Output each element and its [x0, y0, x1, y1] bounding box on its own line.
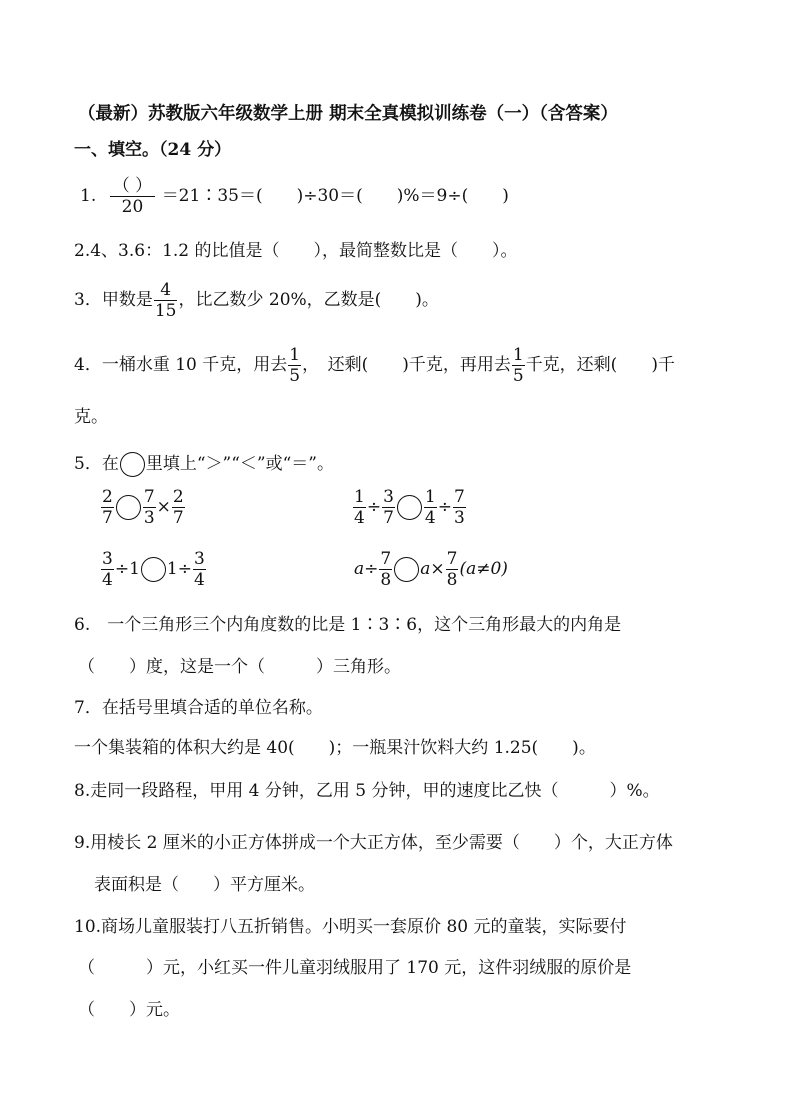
circle-icon[interactable]: [141, 557, 166, 582]
fraction-numerator: 1: [289, 345, 301, 365]
expression-part: 1÷: [166, 559, 192, 579]
fraction-numerator: 2: [102, 487, 113, 507]
fraction-denominator: 4: [193, 570, 205, 590]
fraction-numerator: 7: [453, 487, 465, 507]
fraction-numerator: 4: [160, 280, 172, 300]
fraction-denominator: 3: [143, 508, 155, 528]
circle-icon[interactable]: [397, 495, 422, 520]
question-7-line-1: 7．在括号里填合适的单位名称。: [74, 698, 323, 718]
q5-text-after: 里填上“＞”“＜”或“＝”。: [145, 454, 334, 474]
circle-icon[interactable]: [394, 557, 419, 582]
q5-comparison-a: [100, 487, 186, 528]
question-9-line-2: 表面积是（ ）平方厘米。: [94, 875, 315, 895]
question-7-line-2: 一个集装箱的体积大约是 40( )；一瓶果汁饮料大约 1.25( )。: [74, 738, 596, 758]
fraction: [453, 487, 466, 528]
question-3: [74, 280, 439, 321]
fraction-denominator: 7: [172, 508, 184, 528]
expression-part: (a≠0): [459, 559, 508, 579]
fraction-denominator: 7: [383, 508, 394, 528]
fraction-numerator: （ ）: [112, 176, 153, 196]
expression-part: a÷: [354, 559, 379, 579]
q1-fraction: [110, 176, 156, 217]
q3-fraction: [154, 280, 178, 321]
q4-text-3: 千克，还剩( )千: [525, 355, 675, 375]
fraction-numerator: 7: [143, 487, 155, 507]
fraction-denominator: 8: [380, 570, 392, 590]
fraction-numerator: 2: [172, 487, 184, 507]
page-title: （最新）苏教版六年级数学上册 期末全真模拟训练卷（一）（含答案）: [78, 104, 618, 124]
q3-text-before: 3．甲数是: [74, 290, 153, 310]
question-2: 2.4、3.6：1.2 的比值是（ ），最简整数比是（ ）。: [74, 241, 518, 261]
q4-text-2: ， 还剩( )千克，再用去: [302, 355, 511, 375]
fraction-denominator: 20: [110, 196, 156, 217]
q1-text: ＝21∶35＝( )÷30＝( )%＝9÷( ): [161, 186, 509, 206]
fraction: [101, 487, 114, 528]
fraction-numerator: 1: [354, 487, 365, 507]
fraction-numerator: 1: [512, 345, 524, 365]
fraction-numerator: 3: [193, 549, 205, 569]
question-6-line-1: 6. 一个三角形三个内角度数的比是 1∶3∶6，这个三角形最大的内角是: [74, 615, 622, 635]
fraction-numerator: 3: [102, 549, 113, 569]
fraction-denominator: 8: [446, 570, 458, 590]
question-9-line-1: 9.用棱长 2 厘米的小正方体拼成一个大正方体，至少需要（ ）个，大正方体: [74, 833, 673, 853]
fraction: [382, 487, 395, 528]
question-5: [74, 452, 334, 477]
fraction-denominator: 3: [453, 508, 465, 528]
fraction-numerator: 7: [380, 549, 392, 569]
fraction-denominator: 5: [512, 366, 524, 386]
question-10-line-1: 10.商场儿童服装打八五折销售。小明买一套原价 80 元的童装，实际要付: [74, 917, 627, 937]
question-6-line-2: （ ）度，这是一个（ ）三角形。: [78, 657, 401, 677]
fraction: [143, 487, 156, 528]
operator: ÷: [437, 497, 452, 517]
question-4-continued: 克。: [74, 407, 108, 427]
operator: ×: [156, 497, 171, 517]
expression-part: a×: [420, 559, 445, 579]
fraction: [193, 549, 206, 590]
operator: ÷: [366, 497, 382, 517]
fraction: [379, 549, 392, 590]
fraction-denominator: 7: [102, 508, 113, 528]
question-10-line-2: （ ）元，小红买一件儿童羽绒服用了 170 元，这件羽绒服的原价是: [78, 958, 632, 978]
fraction: [172, 487, 185, 528]
fraction: [446, 549, 459, 590]
q4-fraction-2: [512, 345, 525, 386]
question-10-line-3: （ ）元。: [78, 1000, 180, 1020]
q5-comparison-b: [352, 487, 467, 528]
expression-part: ÷1: [114, 559, 140, 579]
fraction-denominator: 4: [424, 508, 436, 528]
fraction-denominator: 5: [289, 366, 301, 386]
section-heading-fill-blank: 一、填空。（24 分）: [74, 140, 232, 160]
q3-text-after: ，比乙数少 20%，乙数是( )。: [178, 290, 439, 310]
q5-comparison-c: [100, 549, 207, 590]
fraction: [101, 549, 114, 590]
question-4: [74, 345, 675, 386]
fraction: [424, 487, 437, 528]
q4-text-1: 4．一桶水重 10 千克，用去: [74, 355, 288, 375]
fraction: [353, 487, 366, 528]
q5-comparison-d: [354, 549, 508, 590]
q4-fraction-1: [288, 345, 301, 386]
circle-icon[interactable]: [116, 495, 141, 520]
fraction-numerator: 3: [383, 487, 394, 507]
fraction-numerator: 1: [424, 487, 436, 507]
question-1: [80, 176, 509, 217]
q1-number: 1.: [80, 186, 97, 206]
fraction-denominator: 15: [154, 301, 177, 321]
circle-icon: [120, 452, 145, 477]
q5-text-before: 5．在: [74, 454, 119, 474]
question-8: 8.走同一段路程，甲用 4 分钟，乙用 5 分钟，甲的速度比乙快（ ）%。: [74, 781, 660, 801]
fraction-numerator: 7: [446, 549, 458, 569]
fraction-denominator: 4: [102, 570, 113, 590]
fraction-denominator: 4: [354, 508, 365, 528]
